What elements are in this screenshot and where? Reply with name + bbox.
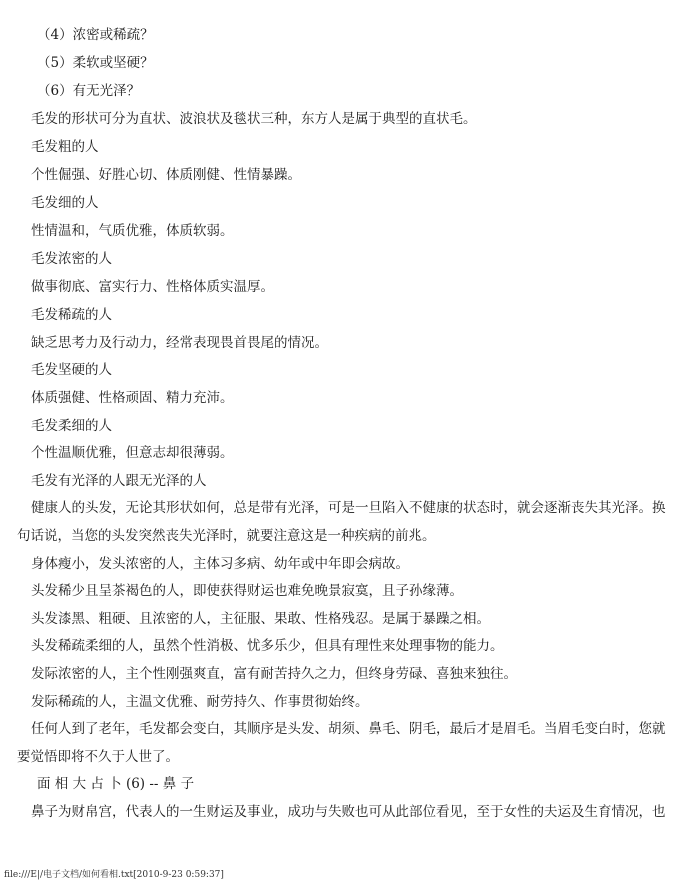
text-line: （5）柔软或坚硬？: [37, 55, 154, 71]
file-path-footer: file:///E|/电子文档/如何看相.txt[2010-9-23 0:59:37]: [4, 870, 224, 880]
text-line: 毛发粗的人: [31, 139, 99, 155]
text-line: 发际浓密的人，主个性刚强爽直，富有耐苦持久之力，但终身劳碌、喜独来独往。: [31, 666, 517, 682]
text-line: 毛发坚硬的人: [31, 362, 112, 378]
text-line: 健康人的头发，无论其形状如何，总是带有光泽，可是一旦陷入不健康的状态时，就会逐渐丧失其光泽。换: [31, 500, 666, 516]
text-line: 头发漆黑、粗硬、且浓密的人，主征服、果敢、性格残忍。是属于暴躁之相。: [31, 611, 490, 627]
text-line: 任何人到了老年，毛发都会变白，其顺序是头发、胡须、鼻毛、阴毛，最后才是眉毛。当眉毛变白时，您就: [31, 721, 666, 737]
text-line: 做事彻底、富实行力、性格体质实温厚。: [31, 279, 274, 295]
text-line: 体质强健、性格顽固、精力充沛。: [31, 390, 234, 406]
text-line: 个性倔强、好胜心切、体质刚健、性情暴躁。: [31, 167, 301, 183]
text-line: 句话说，当您的头发突然丧失光泽时，就要注意这是一种疾病的前兆。: [17, 528, 436, 544]
text-line: 毛发柔细的人: [31, 418, 112, 434]
text-line: 头发稀少且呈茶褐色的人，即使获得财运也难免晚景寂寞，且子孙缘薄。: [31, 583, 463, 599]
text-line: 毛发有光泽的人跟无光泽的人: [31, 473, 207, 489]
text-line: 头发稀疏柔细的人，虽然个性消极、忧多乐少，但具有理性来处理事物的能力。: [31, 638, 504, 654]
text-line: 身体瘦小，发头浓密的人，主体习多病、幼年或中年即会病故。: [31, 556, 409, 572]
text-line: （4）浓密或稀疏？: [37, 27, 154, 43]
text-line: 鼻子为财帛宫，代表人的一生财运及事业，成功与失败也可从此部位看见，至于女性的夫运及生育情况，也: [31, 804, 666, 820]
text-line: 毛发稀疏的人: [31, 307, 112, 323]
section-heading: 面 相 大 占 卜 (6) -- 鼻 子: [37, 776, 195, 792]
text-line: 要觉悟即将不久于人世了。: [17, 749, 179, 765]
text-line: 毛发的形状可分为直状、波浪状及毯状三种，东方人是属于典型的直状毛。: [31, 111, 477, 127]
text-line: 毛发细的人: [31, 195, 99, 211]
text-line: （6）有无光泽？: [37, 83, 141, 99]
text-line: 性情温和，气质优雅，体质软弱。: [31, 223, 234, 239]
text-line: 毛发浓密的人: [31, 251, 112, 267]
text-line: 发际稀疏的人，主温文优雅、耐劳持久、作事贯彻始终。: [31, 694, 369, 710]
text-line: 缺乏思考力及行动力，经常表现畏首畏尾的情况。: [31, 335, 328, 351]
text-line: 个性温顺优雅，但意志却很薄弱。: [31, 445, 234, 461]
